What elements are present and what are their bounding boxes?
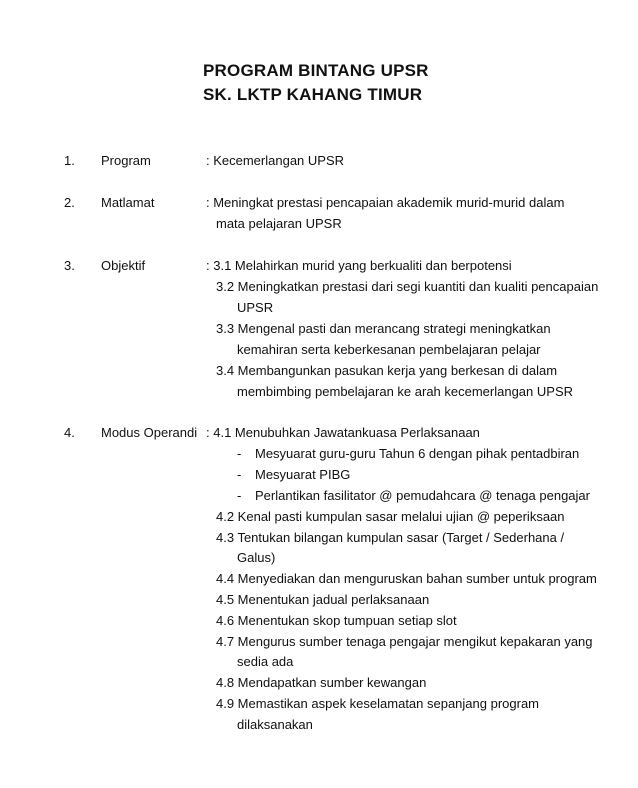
objective-item: 3.3 Mengenal pasti dan merancang strategi meningkatkan xyxy=(216,321,551,336)
bullet-dash: - xyxy=(237,446,242,461)
document-title: PROGRAM BINTANG UPSR xyxy=(203,61,429,80)
operandi-item-continued: Galus) xyxy=(237,550,276,565)
section-text: : Meningkat prestasi pencapaian akademik murid-murid dalam xyxy=(206,195,565,210)
document-subtitle: SK. LKTP KAHANG TIMUR xyxy=(203,85,423,104)
operandi-item: 4.9 Memastikan aspek keselamatan sepanjang program xyxy=(216,696,540,711)
objective-item: : 3.1 Melahirkan murid yang berkualiti dan berpotensi xyxy=(206,258,512,273)
section-label: Matlamat xyxy=(101,195,155,210)
operandi-item: 4.7 Mengurus sumber tenaga pengajar mengikut kepakaran yang xyxy=(216,634,593,649)
objective-item: 3.2 Meningkatkan prestasi dari segi kuantiti dan kualiti pencapaian xyxy=(216,279,599,294)
objective-item-continued: membimbing pembelajaran ke arah kecemerlangan UPSR xyxy=(237,384,574,399)
section-text: : Kecemerlangan UPSR xyxy=(206,153,345,168)
operandi-item: : 4.1 Menubuhkan Jawatankuasa Perlaksanaan xyxy=(206,425,480,440)
section-label: Program xyxy=(101,153,151,168)
objective-item: 3.4 Membangunkan pasukan kerja yang berkesan di dalam xyxy=(216,363,558,378)
operandi-item-continued: dilaksanakan xyxy=(237,717,313,732)
section-number: 4. xyxy=(64,425,75,440)
operandi-item: 4.4 Menyediakan dan menguruskan bahan sumber untuk program xyxy=(216,571,597,586)
bullet-item: Perlantikan fasilitator @ pemudahcara @ tenaga pengajar xyxy=(255,488,590,503)
bullet-item: Mesyuarat guru-guru Tahun 6 dengan pihak pentadbiran xyxy=(255,446,580,461)
section-label: Objektif xyxy=(101,258,146,273)
bullet-dash: - xyxy=(237,488,242,503)
operandi-item: 4.5 Menentukan jadual perlaksanaan xyxy=(216,592,430,607)
section-label: Modus Operandi xyxy=(101,425,198,440)
operandi-item: 4.8 Mendapatkan sumber kewangan xyxy=(216,675,427,690)
operandi-item: 4.3 Tentukan bilangan kumpulan sasar (Target / Sederhana / xyxy=(216,530,565,545)
operandi-item: 4.6 Menentukan skop tumpuan setiap slot xyxy=(216,613,457,628)
operandi-item: 4.2 Kenal pasti kumpulan sasar melalui ujian @ peperiksaan xyxy=(216,509,565,524)
operandi-item-continued: sedia ada xyxy=(237,654,294,669)
bullet-dash: - xyxy=(237,467,242,482)
section-number: 1. xyxy=(64,153,75,168)
section-number: 3. xyxy=(64,258,75,273)
section-number: 2. xyxy=(64,195,75,210)
objective-item-continued: UPSR xyxy=(237,300,274,315)
objective-item-continued: kemahiran serta keberkesanan pembelajaran pelajar xyxy=(237,342,541,357)
bullet-item: Mesyuarat PIBG xyxy=(255,467,351,482)
section-text: mata pelajaran UPSR xyxy=(216,216,342,231)
